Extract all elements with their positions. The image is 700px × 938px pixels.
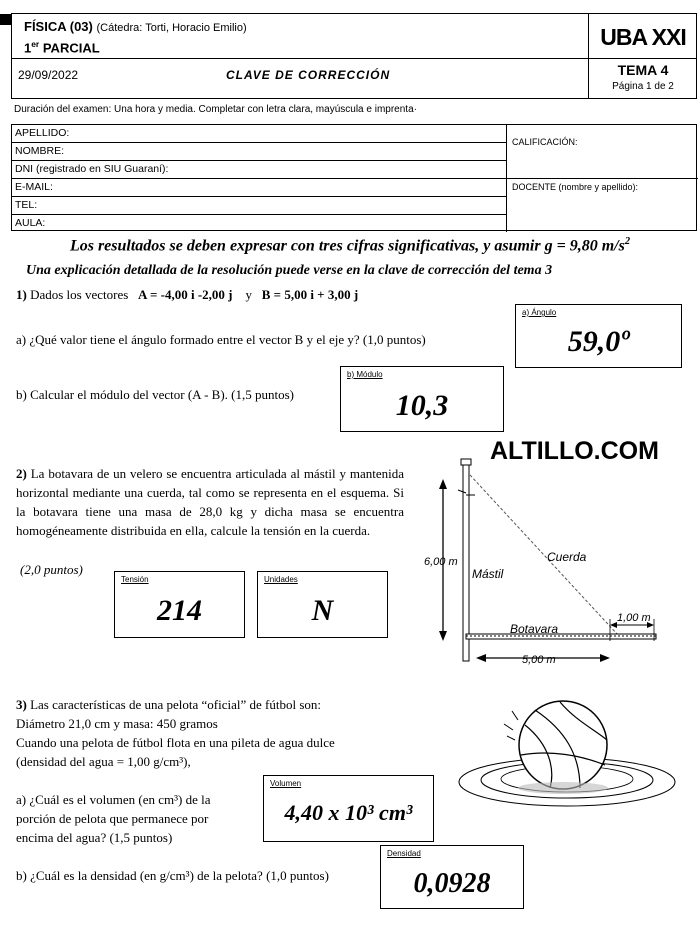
q3a-label: Volumen	[270, 779, 302, 788]
field-email[interactable]: E-MAIL:	[12, 179, 506, 197]
q1-vector-a: A = -4,00 i -2,00 j	[138, 287, 233, 302]
q3b-answer: 0,0928	[413, 868, 491, 899]
q3-number: 3)	[16, 697, 27, 712]
q1-vector-b: B = 5,00 i + 3,00 j	[261, 287, 359, 302]
mast	[463, 461, 469, 661]
tema: TEMA 4	[617, 62, 669, 78]
note-significant-figures	[0, 236, 700, 255]
field-tel[interactable]: TEL:	[12, 197, 506, 215]
q2-text: La botavara de un velero se encuentra articulada al mástil y mantenida horizontal mediante una cuerda, tal como se representa en el esquema. Si la botavara tiene una masa de 28,0 kg y dicha masa se encuentra homogéneamente distribuida en ella, calcule la tensión en la cuerda.	[16, 466, 404, 538]
subject-line	[24, 19, 247, 34]
q2-units-label: Unidades	[264, 575, 298, 584]
exam-number: 1	[24, 40, 32, 56]
q1-intro: Dados los vectores	[30, 287, 129, 302]
rope-line	[470, 475, 618, 635]
q3a-text: a) ¿Cuál es el volumen (en cm³) de la porción de pelota que permanece por encima del agua? (1,5 puntos)	[16, 792, 211, 845]
q3-line4: (densidad del agua = 1,00 g/cm³),	[16, 754, 191, 769]
calificacion-label: CALIFICACIÓN:	[512, 137, 578, 147]
length-arrow-right	[600, 654, 610, 662]
q1a-answer-box	[515, 304, 682, 368]
q1a-text: a) ¿Qué valor tiene el ángulo formado entre el vector B y el eje y? (1,0 puntos)	[16, 332, 426, 347]
label-tip: 1,00 m	[617, 612, 651, 624]
q2-units-answer: N	[311, 594, 334, 627]
mast-top	[461, 459, 471, 465]
page-number: Página 1 de 2	[612, 81, 674, 92]
q3-line1	[16, 695, 335, 714]
ball-shadow	[518, 782, 608, 794]
q2-number: 2)	[16, 466, 27, 481]
q3a-answer-box	[263, 775, 434, 842]
exam-type: PARCIAL	[42, 40, 100, 56]
exam-sup: er	[31, 39, 40, 49]
height-arrow-top	[439, 479, 447, 489]
watermark: ALTILLO.COM	[490, 437, 659, 465]
splash-marks	[504, 711, 518, 740]
q1-statement	[16, 285, 358, 304]
label-boom: Botavara	[510, 622, 559, 636]
header-divider-h	[11, 58, 697, 59]
docente-label: DOCENTE (nombre y apellido):	[512, 182, 639, 192]
q1b-text: b) Calcular el módulo del vector (A - B). (1,5 puntos)	[16, 387, 294, 402]
q1a-answer: 59,0º	[567, 325, 630, 358]
label-rope: Cuerda	[547, 550, 587, 564]
q3-line2: Diámetro 21,0 cm y masa: 450 gramos	[16, 716, 218, 731]
q2-tension-box	[114, 571, 245, 638]
field-dni[interactable]: DNI (registrado en SIU Guaraní):	[12, 161, 506, 179]
catedra: (Cátedra: Torti, Horacio Emilio)	[96, 22, 247, 34]
form-right-divider	[507, 178, 698, 179]
q1-y: y	[245, 287, 252, 302]
length-arrow-left	[476, 654, 486, 662]
q2-points: (2,0 puntos)	[20, 562, 83, 577]
field-aula[interactable]: AULA:	[15, 217, 46, 229]
q2-statement	[16, 464, 404, 540]
q3b-text: b) ¿Cuál es la densidad (en g/cm³) de la pelota? (1,0 puntos)	[16, 868, 329, 883]
height-arrow-bottom	[439, 631, 447, 641]
label-height: 6,00 m	[424, 556, 458, 568]
ball	[519, 701, 607, 789]
q2-tension-label: Tensión	[121, 575, 149, 584]
q1b-label: b) Módulo	[347, 370, 383, 379]
field-apellido[interactable]: APELLIDO:	[12, 125, 506, 143]
q1-number: 1)	[16, 287, 27, 302]
q3a-answer: 4,40 x 10³ cm³	[284, 800, 413, 825]
label-mast: Mástil	[472, 567, 504, 581]
q2-tension-answer: 214	[157, 594, 202, 627]
field-nombre[interactable]: NOMBRE:	[12, 143, 506, 161]
exam-date: 29/09/2022	[18, 68, 79, 82]
exam-title	[24, 39, 100, 55]
boom-diagram	[410, 455, 670, 670]
q3-line3: Cuando una pelota de fútbol flota en una pileta de agua dulce	[16, 735, 335, 750]
q1a-label: a) Ángulo	[522, 308, 557, 317]
q3-statement	[16, 695, 335, 771]
ball-in-water-illustration	[455, 700, 685, 810]
student-form	[11, 124, 697, 231]
subject: FÍSICA (03)	[24, 19, 93, 34]
doc-title: CLAVE DE CORRECCIÓN	[226, 68, 391, 82]
q3b-label: Densidad	[387, 849, 421, 858]
q3b-answer-box	[380, 845, 524, 909]
label-length: 5,00 m	[522, 654, 556, 666]
note-line1: Los resultados se deben expresar con tres cifras significativas, y asumir g = 9,80 m/s	[69, 237, 625, 255]
note-line1-sup: 2	[624, 236, 631, 247]
note-explanation: Una explicación detallada de la resolución puede verse en la clave de corrección del tema 3	[26, 263, 553, 278]
uba-logo: UBA XXI	[600, 24, 686, 50]
q3-line1-text: Las características de una pelota “oficial” de fútbol son:	[30, 697, 322, 712]
q1b-answer: 10,3	[395, 389, 449, 422]
q1b-answer-box	[340, 366, 504, 432]
instructions: Duración del examen: Una hora y media. Completar con letra clara, mayúscula e imprenta·	[14, 104, 417, 115]
corner-mark	[0, 14, 11, 25]
q2-units-box	[257, 571, 388, 638]
